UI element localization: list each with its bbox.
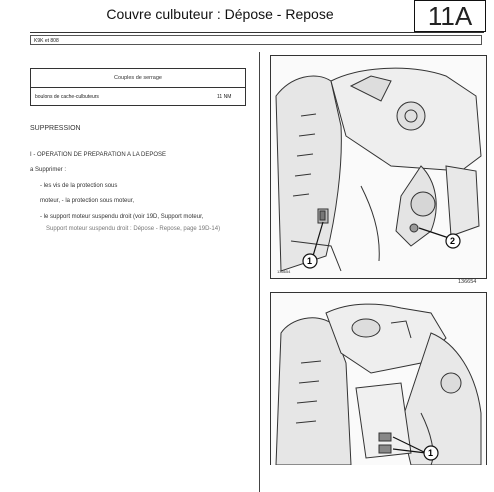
step-title: I - OPERATION DE PREPARATION A LA DEPOSE bbox=[30, 152, 167, 158]
step-intro: a Supprimer : bbox=[30, 167, 67, 173]
torque-table bbox=[30, 68, 246, 106]
section-heading: SUPPRESSION bbox=[30, 125, 81, 132]
figure-1-inner-code: 136654 bbox=[277, 269, 291, 274]
engine-drawing-2 bbox=[271, 293, 486, 465]
page-title: Couvre culbuteur : Dépose - Repose bbox=[106, 6, 334, 22]
figure-2-callout-1: 1 bbox=[428, 448, 434, 458]
figure-rocker-cover-view bbox=[270, 292, 487, 465]
engine-drawing-1 bbox=[271, 56, 486, 278]
figure-1-callout-2: 2 bbox=[450, 236, 456, 246]
figure-1-callout-1: 1 bbox=[307, 256, 313, 266]
torque-row-label: boulons de cache-culbuteurs bbox=[35, 94, 99, 100]
header-rule bbox=[30, 32, 484, 33]
torque-row-value: 11 NM bbox=[217, 94, 232, 100]
model-bar: K9K et 808 bbox=[30, 35, 482, 45]
step-item: moteur, - la protection sous moteur, bbox=[40, 198, 135, 204]
torque-table-title: Couples de serrage bbox=[31, 69, 245, 88]
step-item: - les vis de la protection sous bbox=[40, 183, 118, 189]
figure-1-caption: 136654 bbox=[458, 279, 477, 285]
step-item: Support moteur suspendu droit : Dépose - Repose, page 19D-14) bbox=[46, 226, 221, 232]
column-divider bbox=[259, 52, 260, 492]
section-badge: 11A bbox=[414, 0, 486, 32]
step-item: - le support moteur suspendu droit (voir 19D, Support moteur, bbox=[40, 214, 204, 220]
figure-engine-top-view bbox=[270, 55, 487, 279]
torque-row bbox=[31, 88, 245, 106]
